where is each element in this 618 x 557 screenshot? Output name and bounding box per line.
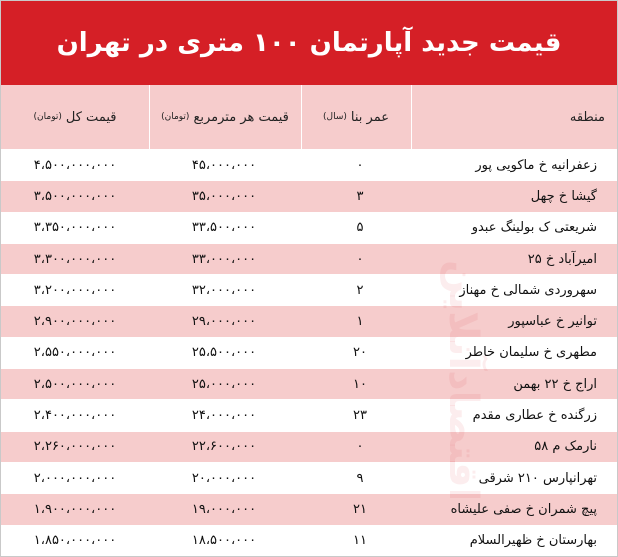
header-area-label: منطقه: [569, 109, 605, 125]
price-sqm-cell: ۳۲،۰۰۰،۰۰۰: [191, 282, 257, 298]
area-cell: نارمک م ۵۸: [534, 439, 597, 455]
area-cell: توانیر خ عباسپور: [508, 314, 597, 330]
total-price-cell: ۱،۸۵۰،۰۰۰،۰۰۰: [33, 533, 117, 549]
age-cell: ۳: [356, 188, 364, 204]
total-price-cell: ۲،۲۶۰،۰۰۰،۰۰۰: [33, 439, 117, 455]
price-sqm-cell: ۲۵،۵۰۰،۰۰۰: [191, 345, 257, 361]
total-price-cell: ۲،۰۰۰،۰۰۰،۰۰۰: [33, 470, 117, 486]
table-body: [1, 149, 617, 556]
table-row: [1, 243, 617, 274]
total-price-cell: ۴،۵۰۰،۰۰۰،۰۰۰: [33, 157, 117, 173]
price-sqm-cell: ۳۵،۰۰۰،۰۰۰: [191, 188, 257, 204]
header-divider: [411, 85, 412, 149]
age-cell: ۱: [356, 314, 364, 330]
table-row: [1, 212, 617, 243]
area-cell: مطهری خ سلیمان خاطر: [465, 345, 597, 361]
price-sqm-cell: ۴۵،۰۰۰،۰۰۰: [191, 157, 257, 173]
header-divider: [301, 85, 302, 149]
price-sqm-cell: ۱۸،۵۰۰،۰۰۰: [191, 533, 257, 549]
area-cell: تهرانپارس ۲۱۰ شرقی: [478, 470, 597, 486]
age-cell: ۹: [356, 470, 364, 486]
total-price-cell: ۲،۴۰۰،۰۰۰،۰۰۰: [33, 408, 117, 424]
table-row: [1, 399, 617, 430]
header-total: [1, 85, 149, 149]
total-price-cell: ۳،۳۵۰،۰۰۰،۰۰۰: [33, 220, 117, 236]
total-price-cell: ۳،۲۰۰،۰۰۰،۰۰۰: [33, 282, 117, 298]
header-price-sqm-unit: (تومان): [161, 112, 190, 122]
age-cell: ۲: [356, 282, 364, 298]
area-cell: شریعتی ک بولینگ عبدو: [471, 220, 597, 236]
area-cell: زرگنده خ عطاری مقدم: [472, 408, 597, 424]
header-divider: [149, 85, 150, 149]
age-cell: ۱۱: [353, 533, 367, 549]
header-age-unit: (سال): [323, 112, 347, 122]
total-price-cell: ۲،۹۰۰،۰۰۰،۰۰۰: [33, 314, 117, 330]
area-cell: سهروردی شمالی خ مهناز: [459, 282, 597, 298]
header-age-label: عمر بنا: [350, 109, 389, 125]
area-cell: اراج خ ۲۲ بهمن: [513, 376, 597, 392]
area-cell: گیشا خ چهل: [530, 188, 597, 204]
table-row: [1, 180, 617, 211]
header-price-sqm-label: قیمت هر مترمربع: [193, 109, 289, 125]
table-row: [1, 368, 617, 399]
table-row: [1, 274, 617, 305]
price-sqm-cell: ۲۴،۰۰۰،۰۰۰: [191, 408, 257, 424]
table-row: [1, 305, 617, 336]
age-cell: ۵: [356, 220, 364, 236]
table-row: [1, 149, 617, 180]
total-price-cell: ۳،۳۰۰،۰۰۰،۰۰۰: [33, 251, 117, 267]
header-total-unit: (تومان): [33, 112, 62, 122]
price-sqm-cell: ۲۹،۰۰۰،۰۰۰: [191, 314, 257, 330]
area-cell: بهارستان خ ظهیرالسلام: [469, 533, 597, 549]
area-cell: پیچ شمران خ صفی علیشاه: [450, 501, 597, 517]
age-cell: ۰: [356, 251, 364, 267]
age-cell: ۱۰: [353, 376, 367, 392]
header-row: [1, 85, 617, 149]
age-cell: ۲۳: [353, 408, 367, 424]
table-row: [1, 431, 617, 462]
total-price-cell: ۲،۵۵۰،۰۰۰،۰۰۰: [33, 345, 117, 361]
table-title-text: قیمت جدید آپارتمان ۱۰۰ متری در تهران: [56, 28, 562, 58]
area-cell: زعفرانیه خ ماکویی پور: [475, 157, 597, 173]
age-cell: ۰: [356, 439, 364, 455]
table-row: [1, 462, 617, 493]
area-cell: امیرآباد خ ۲۵: [527, 251, 597, 267]
age-cell: ۰: [356, 157, 364, 173]
table-row: [1, 525, 617, 556]
age-cell: ۲۱: [353, 501, 367, 517]
total-price-cell: ۲،۵۰۰،۰۰۰،۰۰۰: [33, 376, 117, 392]
header-total-label: قیمت کل: [65, 109, 117, 125]
total-price-cell: ۳،۵۰۰،۰۰۰،۰۰۰: [33, 188, 117, 204]
price-sqm-cell: ۳۳،۰۰۰،۰۰۰: [191, 251, 257, 267]
header-age: [301, 85, 411, 149]
header-price-sqm: [149, 85, 301, 149]
age-cell: ۲۰: [353, 345, 367, 361]
table-row: [1, 493, 617, 524]
table-title: [1, 1, 617, 85]
total-price-cell: ۱،۹۰۰،۰۰۰،۰۰۰: [33, 501, 117, 517]
price-sqm-cell: ۲۲،۶۰۰،۰۰۰: [191, 439, 257, 455]
price-sqm-cell: ۳۳،۵۰۰،۰۰۰: [191, 220, 257, 236]
price-sqm-cell: ۱۹،۰۰۰،۰۰۰: [191, 501, 257, 517]
price-sqm-cell: ۲۰،۰۰۰،۰۰۰: [191, 470, 257, 486]
header-area: [411, 85, 617, 149]
price-sqm-cell: ۲۵،۰۰۰،۰۰۰: [191, 376, 257, 392]
table-row: [1, 337, 617, 368]
